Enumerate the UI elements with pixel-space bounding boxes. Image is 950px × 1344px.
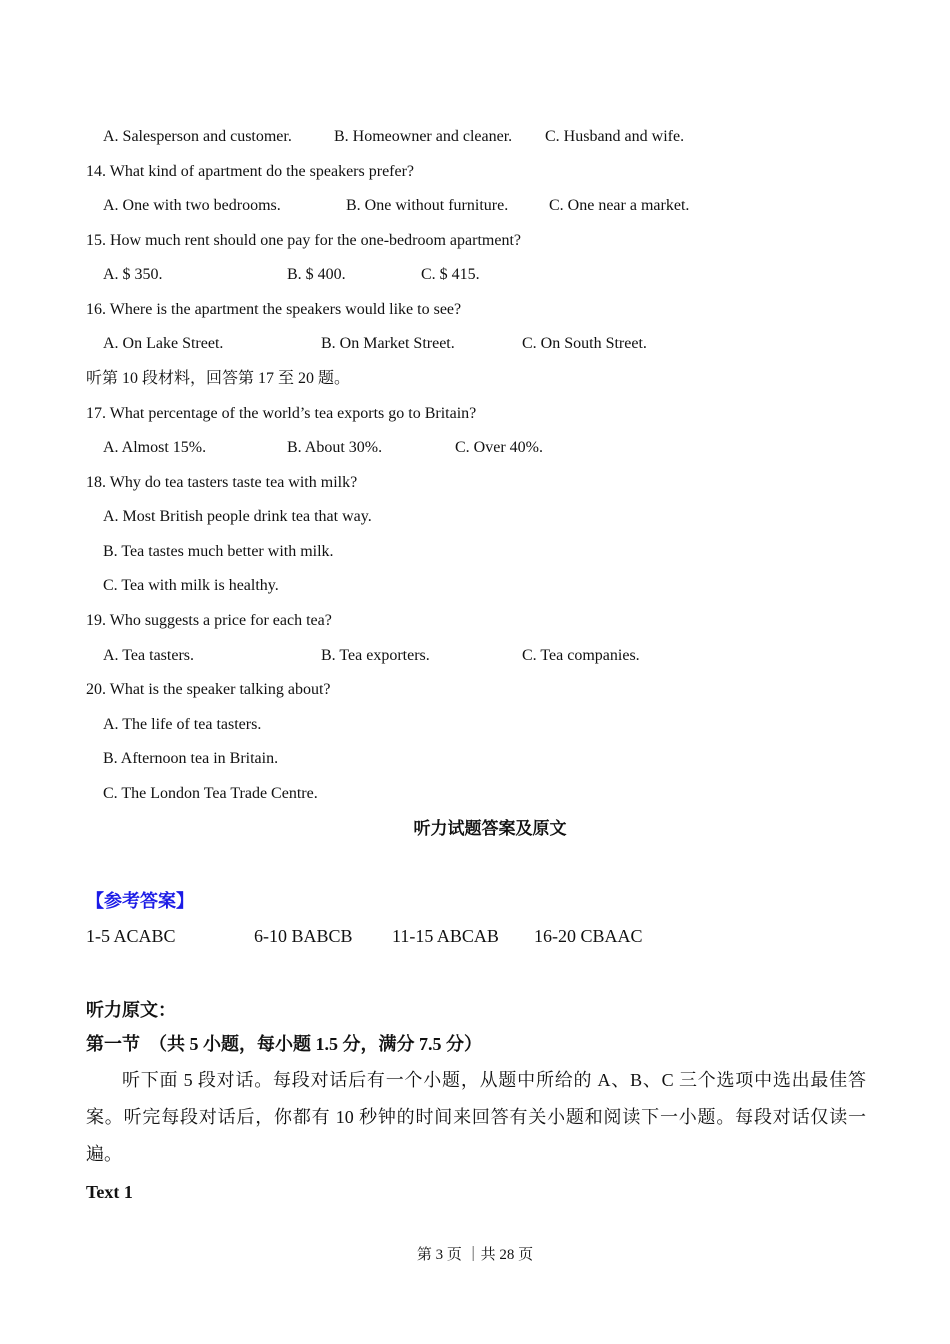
page-footer: 第 3 页 ｜共 28 页 (416, 1247, 534, 1263)
q13-option-a: A. Salesperson and customer. (103, 128, 292, 145)
section-note: 听第 10 段材料，回答第 17 至 20 题。 (86, 370, 351, 387)
q14-option-c: C. One near a market. (549, 197, 690, 214)
q14-text: 14. What kind of apartment do the speakers prefer? (86, 163, 415, 180)
q20-option-b: B. Afternoon tea in Britain. (103, 750, 279, 767)
answer-key-11-15: 11-15 ABCAB (392, 926, 499, 946)
q17-option-a: A. Almost 15%. (103, 439, 207, 456)
q15-option-b: B. $ 400. (287, 266, 346, 283)
q19-option-a: A. Tea tasters. (103, 647, 194, 664)
part-one-title: 第一节 （共 5 小题，每小题 1.5 分，满分 7.5 分） (86, 1034, 482, 1054)
answer-key-6-10: 6-10 BABCB (254, 926, 353, 946)
q15-option-c: C. $ 415. (421, 266, 480, 283)
q14-option-b: B. One without furniture. (346, 197, 509, 214)
q17-option-c: C. Over 40%. (455, 439, 543, 456)
text-1-heading: Text 1 (86, 1182, 133, 1202)
q17-option-b: B. About 30%. (287, 439, 383, 456)
q19-option-c: C. Tea companies. (522, 647, 640, 664)
q16-text: 16. Where is the apartment the speakers would like to see? (86, 301, 462, 318)
q13-option-c: C. Husband and wife. (545, 128, 685, 145)
q14-option-a: A. One with two bedrooms. (103, 197, 281, 214)
q20-text: 20. What is the speaker talking about? (86, 681, 331, 698)
q18-text: 18. Why do tea tasters taste tea with milk? (86, 474, 358, 491)
q13-option-b: B. Homeowner and cleaner. (334, 128, 513, 145)
q18-option-b: B. Tea tastes much better with milk. (103, 543, 334, 560)
q19-text: 19. Who suggests a price for each tea? (86, 612, 332, 629)
answer-key-16-20: 16-20 CBAAC (534, 926, 643, 946)
q15-option-a: A. $ 350. (103, 266, 163, 283)
reference-answer-label: 【参考答案】 (86, 891, 194, 911)
transcript-heading: 听力原文： (86, 1000, 176, 1020)
q15-text: 15. How much rent should one pay for the one-bedroom apartment? (86, 232, 521, 249)
instructions-paragraph: 听下面 5 段对话。每段对话后有一个小题，从题中所给的 A、B、C 三个选项中选出最佳答案。听完每段对话后，你都有 10 秒钟的时间来回答有关小题和阅读下一小题。每段对话仅读一遍。 (86, 1070, 866, 1164)
q20-option-a: A. The life of tea tasters. (103, 716, 262, 733)
answers-title: 听力试题答案及原文 (413, 819, 567, 838)
q18-option-a: A. Most British people drink tea that way. (103, 508, 372, 525)
q16-option-c: C. On South Street. (522, 335, 647, 352)
q18-option-c: C. Tea with milk is healthy. (103, 577, 279, 594)
q16-option-b: B. On Market Street. (321, 335, 455, 352)
q20-option-c: C. The London Tea Trade Centre. (103, 785, 318, 802)
q16-option-a: A. On Lake Street. (103, 335, 224, 352)
q17-text: 17. What percentage of the world’s tea exports go to Britain? (86, 405, 477, 422)
answer-key-1-5: 1-5 ACABC (86, 926, 176, 946)
q19-option-b: B. Tea exporters. (321, 647, 430, 664)
